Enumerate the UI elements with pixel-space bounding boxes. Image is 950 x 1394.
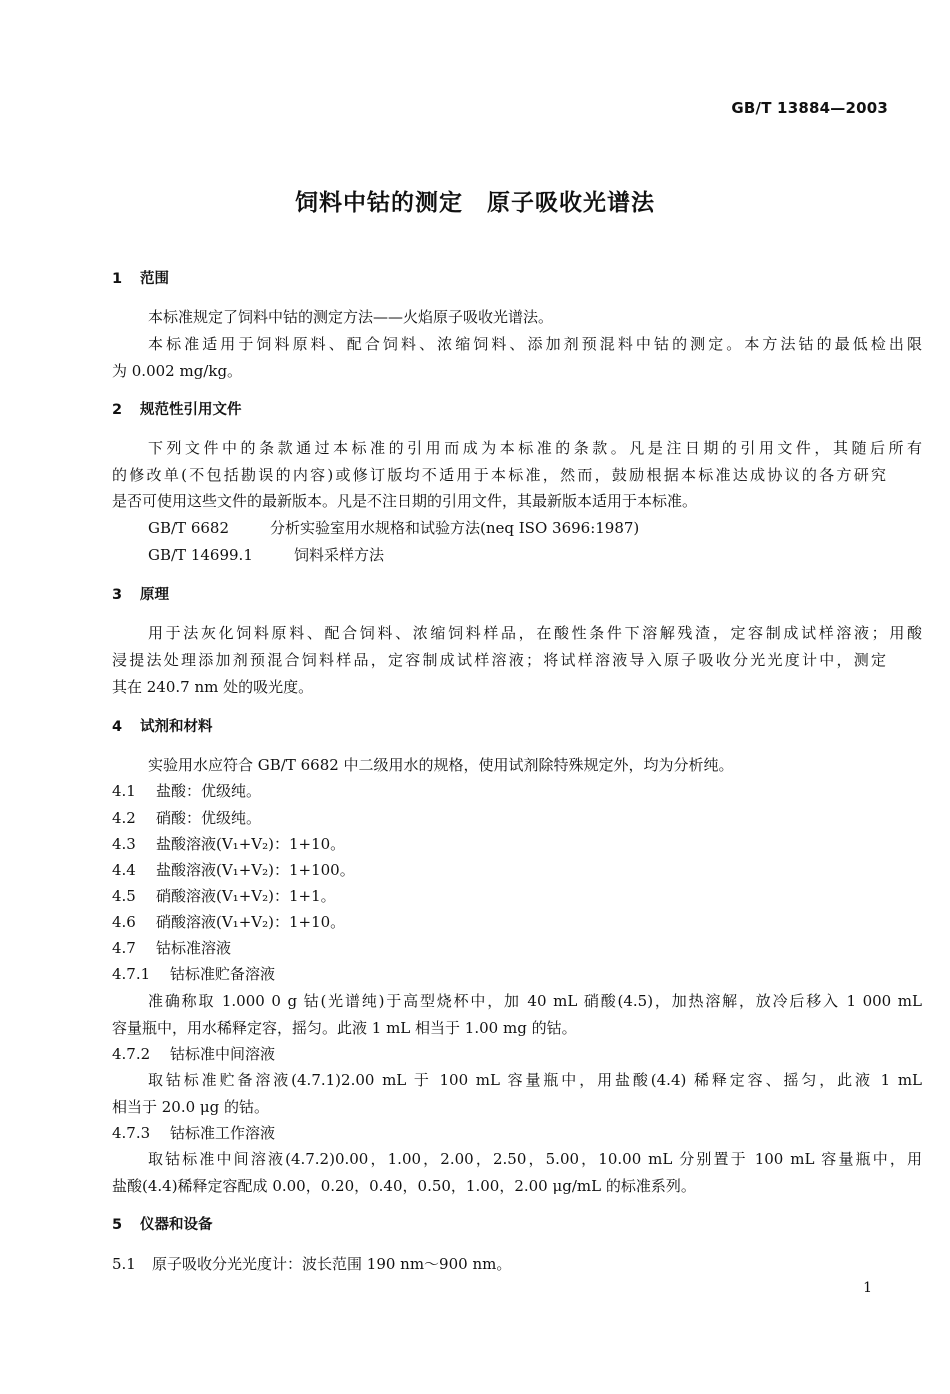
reference-title: 分析实验室用水规格和试验方法(neq ISO 3696:1987) bbox=[270, 519, 640, 537]
item-number: 4.4 bbox=[112, 861, 136, 879]
subsection-4-7-1 bbox=[112, 965, 886, 984]
item-number: 4.7.1 bbox=[112, 965, 151, 983]
paragraph-line: 盐酸(4.4)稀释定容配成 0.00，0.20，0.40，0.50，1.00，2.00 μg/mL 的标准系列。 bbox=[112, 1177, 696, 1195]
section-number: 5 bbox=[112, 1217, 123, 1233]
normative-reference bbox=[112, 546, 922, 565]
paragraph-line: 的修改单(不包括勘误的内容)或修订版均不适用于本标准，然而，鼓励根据本标准达成协议的各方研究 bbox=[112, 466, 886, 484]
paragraph-line: 取钴标准中间溶液(4.7.2)0.00，1.00，2.00，2.50，5.00，10.00 mL 分别置于 100 mL 容量瓶中，用 bbox=[148, 1150, 922, 1168]
item-text: 盐酸：优级纯。 bbox=[156, 782, 262, 800]
item-number: 4.6 bbox=[112, 913, 136, 931]
reference-code: GB/T 6682 bbox=[148, 519, 230, 537]
list-item bbox=[112, 782, 886, 801]
paragraph-line: 相当于 20.0 μg 的钴。 bbox=[112, 1098, 270, 1116]
list-item bbox=[112, 939, 886, 958]
item-number: 4.7.2 bbox=[112, 1045, 151, 1063]
section-title: 范围 bbox=[140, 271, 169, 287]
list-item bbox=[112, 809, 886, 828]
paragraph-line: 是否可使用这些文件的最新版本。凡是不注日期的引用文件，其最新版本适用于本标准。 bbox=[112, 492, 698, 510]
item-text: 硝酸：优级纯。 bbox=[156, 809, 262, 827]
section-title: 规范性引用文件 bbox=[140, 402, 242, 418]
item-number: 4.1 bbox=[112, 782, 136, 800]
list-item bbox=[112, 1255, 886, 1274]
item-number: 4.3 bbox=[112, 835, 136, 853]
paragraph: 实验用水应符合 GB/T 6682 中二级用水的规格，使用试剂除特殊规定外，均为分析纯。 bbox=[148, 756, 734, 774]
item-text: 钴标准溶液 bbox=[156, 939, 232, 957]
item-text: 盐酸溶液(V₁+V₂)：1+10。 bbox=[156, 835, 346, 853]
paragraph: 本标准规定了饲料中钴的测定方法——火焰原子吸收光谱法。 bbox=[148, 308, 554, 326]
paragraph-line: 容量瓶中，用水稀释定容，摇匀。此液 1 mL 相当于 1.00 mg 的钴。 bbox=[112, 1019, 577, 1037]
paragraph-line: 其在 240.7 nm 处的吸光度。 bbox=[112, 678, 314, 696]
document-title bbox=[0, 184, 950, 217]
list-item bbox=[112, 913, 886, 932]
paragraph-line: 用于法灰化饲料原料、配合饲料、浓缩饲料样品，在酸性条件下溶解残渣，定容制成试样溶液；用酸 bbox=[148, 624, 922, 642]
item-text: 钴标准贮备溶液 bbox=[170, 965, 276, 983]
section-number: 2 bbox=[112, 402, 123, 418]
section-1-heading bbox=[112, 270, 886, 289]
section-4-heading bbox=[112, 718, 886, 737]
section-number: 1 bbox=[112, 271, 123, 287]
item-text: 原子吸收分光光度计：波长范围 190 nm～900 nm。 bbox=[152, 1255, 512, 1273]
reference-code: GB/T 14699.1 bbox=[148, 546, 253, 564]
paragraph-line: 为 0.002 mg/kg。 bbox=[112, 362, 243, 380]
section-title: 试剂和材料 bbox=[140, 719, 213, 735]
standard-number: GB/T 13884—2003 bbox=[731, 99, 888, 117]
list-item bbox=[112, 887, 886, 906]
section-2-heading bbox=[112, 401, 886, 420]
paragraph-line: 浸提法处理添加剂预混合饲料样品，定容制成试样溶液；将试样溶液导入原子吸收分光光度计中，测定 bbox=[112, 651, 886, 669]
item-text: 钴标准中间溶液 bbox=[170, 1045, 276, 1063]
paragraph-line: 下列文件中的条款通过本标准的引用而成为本标准的条款。凡是注日期的引用文件，其随后所有 bbox=[148, 439, 922, 457]
subsection-4-7-3 bbox=[112, 1124, 886, 1143]
section-3-heading bbox=[112, 586, 886, 605]
item-number: 4.7 bbox=[112, 939, 136, 957]
item-text: 钴标准工作溶液 bbox=[170, 1124, 276, 1142]
item-text: 硝酸溶液(V₁+V₂)：1+10。 bbox=[156, 913, 346, 931]
subsection-4-7-2 bbox=[112, 1045, 886, 1064]
item-number: 4.2 bbox=[112, 809, 136, 827]
item-text: 硝酸溶液(V₁+V₂)：1+1。 bbox=[156, 887, 336, 905]
paragraph-line: 取钴标准贮备溶液(4.7.1)2.00 mL 于 100 mL 容量瓶中，用盐酸(4.4) 稀释定容、摇匀，此液 1 mL bbox=[148, 1071, 922, 1089]
title-part-1: 饲料中钴的测定 bbox=[295, 190, 463, 216]
section-title: 仪器和设备 bbox=[140, 1217, 213, 1233]
list-item bbox=[112, 835, 886, 854]
list-item bbox=[112, 861, 886, 880]
paragraph-line: 准确称取 1.000 0 g 钴(光谱纯)于高型烧杯中，加 40 mL 硝酸(4.5)，加热溶解，放冷后移入 1 000 mL bbox=[148, 992, 922, 1010]
item-text: 盐酸溶液(V₁+V₂)：1+100。 bbox=[156, 861, 355, 879]
normative-reference bbox=[112, 519, 922, 538]
section-number: 4 bbox=[112, 719, 123, 735]
page-number: 1 bbox=[863, 1280, 872, 1296]
reference-title: 饲料采样方法 bbox=[294, 546, 385, 564]
item-number: 5.1 bbox=[112, 1255, 136, 1273]
title-part-2: 原子吸收光谱法 bbox=[487, 190, 655, 216]
section-number: 3 bbox=[112, 587, 123, 603]
section-title: 原理 bbox=[140, 587, 169, 603]
section-5-heading bbox=[112, 1216, 886, 1235]
paragraph-line: 本标准适用于饲料原料、配合饲料、浓缩饲料、添加剂预混料中钴的测定。本方法钴的最低检出限 bbox=[148, 335, 922, 353]
item-number: 4.7.3 bbox=[112, 1124, 151, 1142]
item-number: 4.5 bbox=[112, 887, 136, 905]
